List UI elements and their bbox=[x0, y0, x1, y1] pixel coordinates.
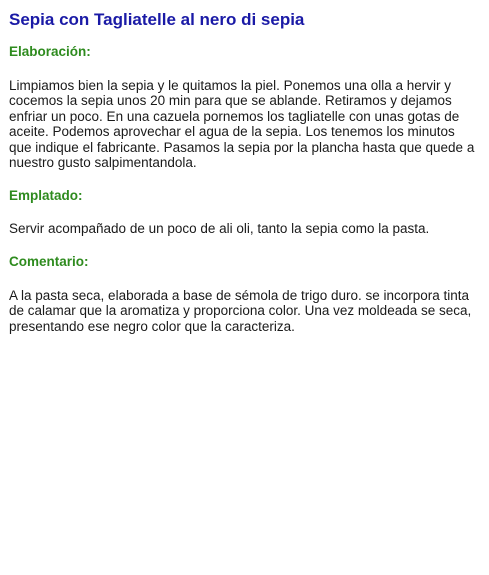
emplatado-text: Servir acompañado de un poco de ali oli, tanto la sepia como la pasta. bbox=[9, 221, 430, 237]
recipe-title: Sepia con Tagliatelle al nero di sepia bbox=[9, 10, 305, 29]
comentario-text: A la pasta seca, elaborada a base de sémola de trigo duro. se incorpora tinta de calamar que la aromatiza y proporciona color. Una vez moldeada se seca, presentando ese negro color que la caracteriza. bbox=[9, 287, 472, 334]
elaboracion-text: Limpiamos bien la sepia y le quitamos la piel. Ponemos una olla a hervir y cocemos la sepia unos 20 min para que se ablande. Retiramos y dejamos enfriar un poco. En una cazuela pornemos los tagliatelle con unas gotas de aceite. Podemos aprovechar el agua de la sepia. Los tenemos los minutos que indique el fabricante. Pasamos la sepia por la plancha hasta que quede a nuestro gusto salpimentandola. bbox=[9, 78, 475, 171]
comentario-heading: Comentario: bbox=[9, 253, 89, 269]
emplatado-heading: Emplatado: bbox=[9, 188, 83, 204]
elaboracion-heading: Elaboración: bbox=[9, 44, 91, 59]
